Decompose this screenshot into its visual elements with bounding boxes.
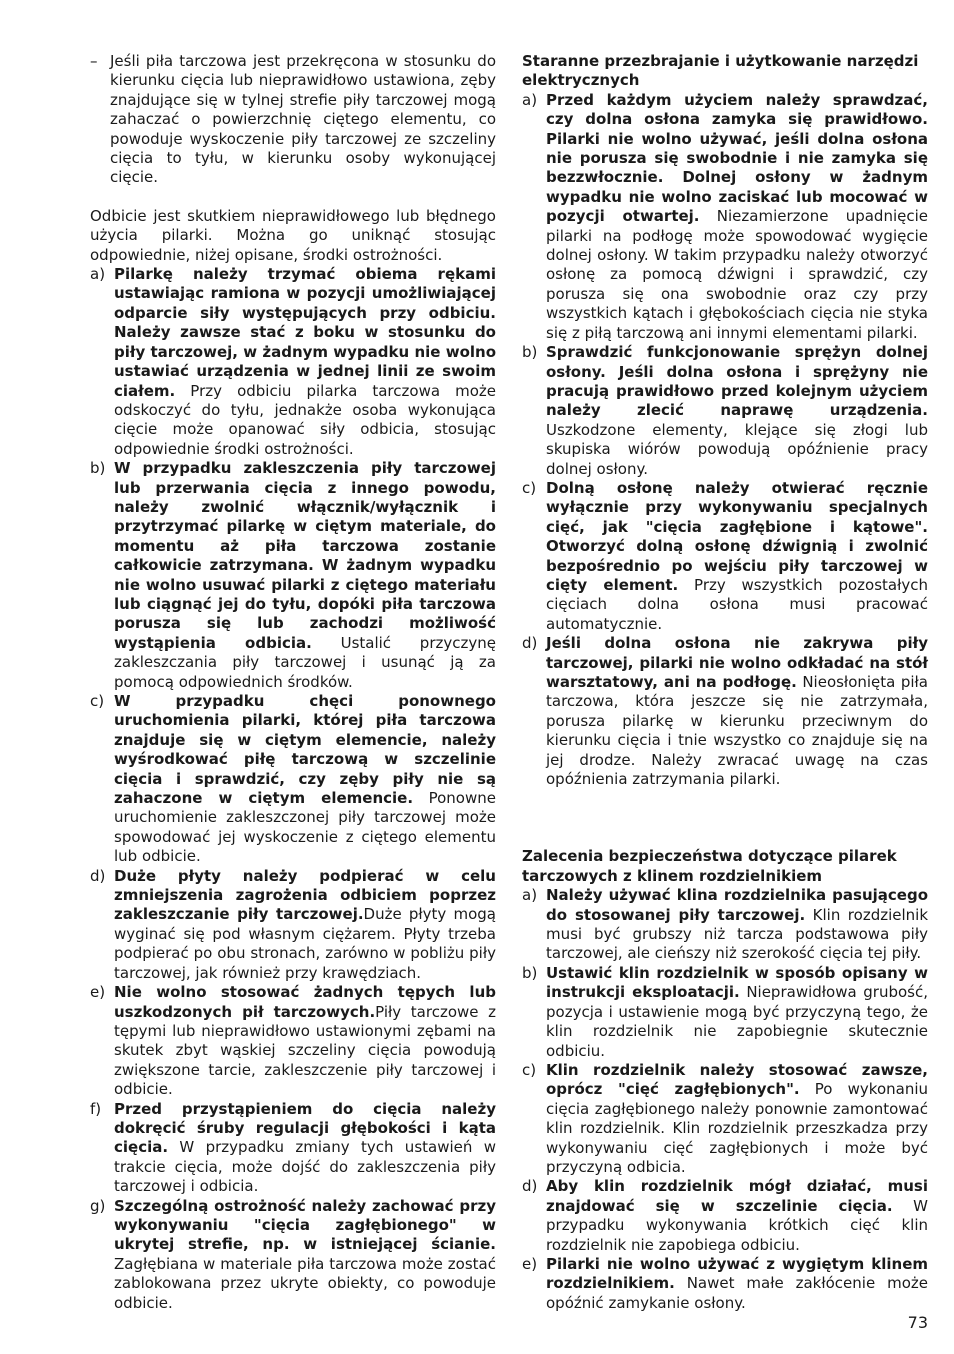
list-item [522,343,928,479]
list-item-label: b) [522,343,538,362]
list-item-normal-text: Ustalić przyczynę zakleszczania piły tarczowej i usunąć ją za pomocą odpowiednich środków. [114,633,496,691]
list-item-text [546,479,928,634]
maintenance-list [522,91,928,790]
list-item-bold-text: Ustawić klin rozdzielnik w sposób opisany w instrukcji eksploatacji. [546,963,928,1002]
list-item-normal-text: W przypadku wykonywania krótkich cięć klin rozdzielnik nie zapobiega odbiciu. [546,1196,928,1254]
list-item [522,886,928,964]
list-item [90,1100,496,1197]
page-number: 73 [907,1313,928,1332]
list-item-label: d) [522,1177,538,1196]
list-item-text [546,634,928,789]
list-item-text [114,867,496,983]
list-item-normal-text: Nieprawidłowa grubość, pozycja i ustawienie mogą być przyczyną tego, że klin rozdzielnik nie zapobiegnie skutecznie odbiciu. [546,983,928,1060]
list-item-normal-text: Niezamierzone upadnięcie pilarki na podłogę może spowodować wygięcie dolnej osłony. W takim przypadku należy otworzyć osłonę za pomocą dźwigni i sprawdzić, czy porusza się ona swobodnie oraz czy przy wszystkich kątach i głębokościach cięcia nie styka się z piłą tarczową ani innymi elementami pilarki. [546,207,928,342]
riving-knife-list [522,886,928,1313]
list-item [90,692,496,867]
dash-item-text: Jeśli piła tarczowa jest przekręcona w stosunku do kierunku cięcia lub nieprawidłowo ustawiona, zęby znajdujące się w tylnej strefie piły tarczowej mogą zahaczać o powierzchnię ciętego elementu, co powoduje wyskoczenie piły tarczowej ze szczeliny cięcia to tyłu, w kierunku osoby wykonującej cięcie. [110,52,496,187]
list-item-bold-text: Przed każdym użyciem należy sprawdzać, czy dolna osłona zamyka się prawidłowo. Pilarki nie wolno używać, jeśli dolna osłona nie porusza się swobodnie i nie zamyka się bezzwłocznie. Dolnej osłony w żadnym wypadku nie wolno zaciskać lub mocować w pozycji otwartej. [546,90,928,226]
list-item-normal-text: Przy odbiciu pilarka tarczowa może odskoczyć do tyłu, jednakże osoba wykonująca cięcie może opanować siły odbicia, stosując odpowiednie środki ostrożności. [114,381,496,458]
dash-marker: – [90,52,98,70]
list-item-normal-text: Ponowne uruchomienie zakleszczonej piły tarczowej może spowodować jej wyskoczenie z ciętego elementu lub odbicie. [114,789,496,866]
list-item-label: a) [522,886,538,905]
list-item-normal-text: Po wykonaniu cięcia zagłębionego należy ponownie zamontować klin rozdzielnik. Klin rozdzielnik przeszkadza przy wykonywaniu cięć zagłębionych i może być przyczyną odbicia. [546,1080,929,1176]
list-item-text [546,91,928,343]
list-item-bold-text: Przed przystąpieniem do cięcia należy dokręcić śruby regulacji głębokości i kąta cięcia. [114,1099,496,1157]
list-item-text [114,459,496,692]
list-item [90,265,496,459]
list-item-bold-text: Należy używać klina rozdzielnika pasującego do stosowanej piły tarczowej. [546,886,928,924]
list-item-text [114,265,496,459]
kickback-paragraph: Odbicie jest skutkiem nieprawidłowego lub błędnego użycia pilarki. Można go uniknąć stosując odpowiednie, niżej opisane, środki ostrożności. [90,206,496,264]
list-item [90,1197,496,1313]
list-item-bold-text: Nie wolno stosować żadnych tępych lub uszkodzonych pił tarczowych. [114,983,496,1021]
list-item-normal-text: Uszkodzone elementy, klejące się złogi lub skupiska wiórów powodują opóźnienie pracy dolnej osłony. [546,420,928,478]
list-item [90,459,496,692]
list-item [90,983,496,1099]
list-item [522,1255,928,1313]
list-item-bold-text: W przypadku zakleszczenia piły tarczowej lub przerwania cięcia z innego powodu, należy zwolnić włącznik/wyłącznik i przytrzymać pilarkę w ciętym materiale, do momentu aż piła tarczowa zostanie całkowicie zatrzymana. W żadnym wypadku nie wolno usuwać pilarki z ciętego materiału lub ciągnąć jej do tyłu, dopóki piła tarczowa porusza się lub zachodzi możliwość wystąpienia odbicia. [114,459,496,652]
list-item-label: c) [522,1060,537,1079]
list-item [90,867,496,983]
list-item [522,634,928,789]
list-item-normal-text: Piły tarczowe z tępymi lub nieprawidłowo ustawionymi zębami na skutek zbyt wąskiej szczeliny cięcia powodują zwiększone tarcie, zakleszczenie piły tarczowej i odbicie. [114,1002,496,1099]
list-item-label: d) [90,866,106,885]
list-item-text [114,1100,496,1197]
left-list [90,265,496,1313]
list-item-label: g) [90,1196,106,1215]
list-item-bold-text: Pilarki nie wolno używać z wygiętym klinem rozdzielnikiem. [546,1254,928,1293]
list-item-text [546,1255,928,1313]
list-item-bold-text: Dolną osłonę należy otwierać ręcznie wyłącznie przy wykonywaniu specjalnych cięć, jak "cięcia zagłębione i kątowe". Otworzyć dolną osłonę dźwignią i zwolnić bezpośrednio po wejściu piły tarczowej w cięty element. [546,478,928,594]
list-item-text [546,1061,928,1177]
list-item-normal-text: Duże płyty mogą wyginać się pod własnym ciężarem. Płyty trzeba podpierać po obu stronach, zarówno w pobliżu piły tarczowej, jak również przy krawędziach. [114,905,496,982]
list-item-normal-text: Nieosłonięta piła tarczowa, która jeszcze się nie zatrzymała, porusza pilarkę w kierunku przeciwnym do kierunku cięcia i tnie wszystko co znajduje się na jej drodze. Należy zwracać uwagę na czas opóźnienia zatrzymania pilarki. [546,673,928,789]
list-item-label: e) [522,1254,538,1273]
list-item [522,479,928,634]
list-item-text [546,964,928,1061]
dash-list-item [90,52,496,188]
left-column [90,52,496,1313]
list-item-bold-text: Jeśli dolna osłona nie zakrywa piły tarczowej, pilarki nie wolno odkładać na stół warsztatowy, ani na podłogę. [546,634,928,691]
list-item-bold-text: Sprawdzić funkcjonowanie sprężyn dolnej osłony. Jeśli dolna osłona i sprężyny nie pracują prawidłowo przed kolejnym użyciem należy zlecić naprawę urządzenia. [546,343,928,420]
list-item-bold-text: Pilarkę należy trzymać obiema rękami ustawiając ramiona w pozycji umożliwiającej odparcie siły występujących przy odbiciu. Należy zawsze stać z boku w stosunku do piły tarczowej, w żadnym wypadku nie wolno ustawiać urządzenia w jednej linii ze swoim ciałem. [114,265,496,400]
list-item-bold-text: Klin rozdzielnik należy stosować zawsze, oprócz "cięć zagłębionych". [546,1060,928,1099]
list-item-label: c) [522,478,537,497]
list-item-label: f) [90,1099,102,1118]
list-item-label: b) [522,963,538,982]
list-item-text [114,1197,496,1313]
list-item-label: c) [90,692,105,710]
list-item-normal-text: Zagłębiana w materiale piła tarczowa może zostać zablokowana przez ukryte obiekty, co powoduje odbicie. [114,1254,496,1312]
list-item-bold-text: W przypadku chęci ponownego uruchomienia pilarki, której piła tarczowa znajduje się w ciętym elemencie, należy wyśrodkować piłę tarczową w szczelinie cięcia i sprawdzić, czy zęby piły nie są zahaczone w ciętym elemencie. [114,692,496,808]
list-item-label: a) [90,265,106,284]
list-item-normal-text: Przy wszystkich pozostałych cięciach dolna osłona musi pracować automatycznie. [546,575,928,633]
list-item-bold-text: Aby klin rozdzielnik mógł działać, musi znajdować się w szczelinie cięcia. [546,1177,928,1215]
list-item-normal-text: W przypadku zmiany tych ustawień w trakcie cięcia, może dojść do zakleszczenia piły tarczowej i odbicia. [114,1138,496,1196]
list-item-text [546,1177,928,1255]
list-item-label: e) [90,983,106,1002]
list-item-label: b) [90,459,106,478]
list-item [522,1061,928,1177]
list-item [522,1177,928,1255]
list-item-text [546,886,928,964]
list-item-bold-text: Duże płyty należy podpierać w celu zmniejszenia zagrożenia odbiciem poprzez zakleszczanie piły tarczowej. [114,866,496,924]
list-item-label: d) [522,634,538,653]
right-column [522,52,928,1313]
section-heading-riving-knife: Zalecenia bezpieczeństwa dotyczące pilarek tarczowych z klinem rozdzielnikiem [522,847,897,885]
list-item-label: a) [522,90,538,109]
list-item-bold-text: Szczególną ostrożność należy zachować przy wykonywaniu "cięcia zagłębionego" w ukrytej strefie, np. w istniejącej ścianie. [114,1196,496,1254]
list-item-text [546,343,928,479]
list-item [522,91,928,343]
list-item-normal-text: Klin rozdzielnik musi być grubszy niż tarcza podstawowa piły tarczowej, ale cieńszy niż szerokość cięcia tej piły. [546,905,929,963]
section-heading-maintenance: Staranne przezbrajanie i użytkowanie narzędzi elektrycznych [522,52,919,90]
list-item-normal-text: Nawet małe zakłócenie może opóźnić zamykanie osłony. [546,1274,928,1312]
list-item-text [114,983,496,1099]
list-item-text [114,692,496,867]
list-item [522,964,928,1061]
